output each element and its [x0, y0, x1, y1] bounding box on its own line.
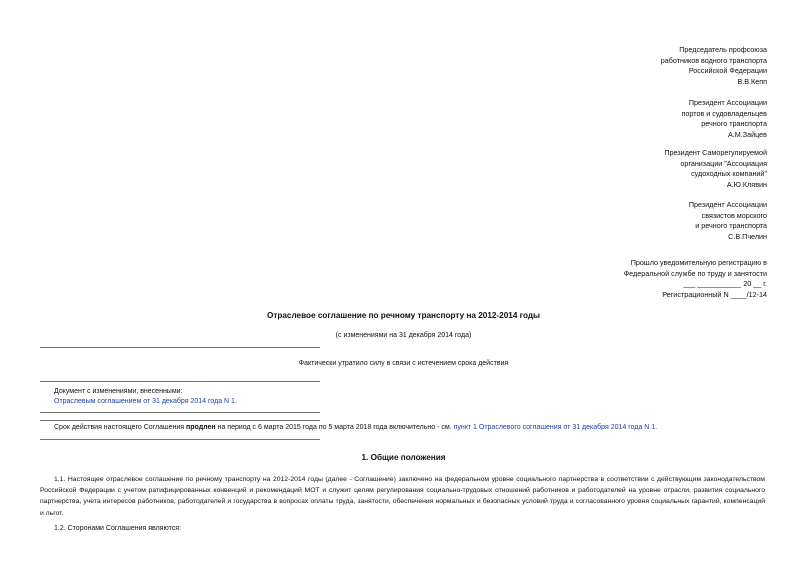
signatory-block [661, 45, 767, 87]
divider [40, 420, 320, 421]
paragraph: 1.2. Сторонами Соглашения являются: [54, 525, 181, 532]
signatory-line: Президент Саморегулируемой [664, 148, 767, 157]
signatory-block [689, 200, 767, 242]
registration-line: ___ ___________ 20 __ г. [683, 279, 767, 288]
divider [40, 439, 320, 440]
signatory-block [664, 148, 767, 190]
signatory-name: В.В.Кепп [737, 76, 767, 86]
signatory-name: С.В.Пчелин [728, 231, 767, 241]
signatory-line: связистов морского [701, 210, 767, 220]
changes-link[interactable]: Отраслевым соглашением от 31 декабря 2014 года N 1. [54, 398, 237, 405]
signatory-name: А.М.Зайцев [728, 129, 767, 139]
registration-line: Прошло уведомительную регистрацию в [630, 258, 767, 267]
validity-link[interactable]: пункт 1 Отраслевого соглашения от 31 декабря 2014 года N 1 [453, 424, 656, 431]
changes-label: Документ с изменениями, внесенными: [54, 388, 183, 395]
divider [40, 347, 320, 348]
registration-line: Федеральной службе по труду и занятости [623, 268, 767, 278]
section-title: 1. Общие положения [361, 453, 446, 462]
signatory-block [682, 98, 768, 140]
paragraph: 1.1. Настоящее отраслевое соглашение по речному транспорту на 2012-2014 годы (далее - Соглашение) заключено на федеральном уровне социального партнерства в соответствии с действующим законодательством Российской Федерации с учетом ратифицированных конвенций и рекомендаций МОТ и служит целям регулирования социально-трудовых отношений работников и работодателей на уровне отрасли, развития социального партнерства, учета интересов работников, работодателей и государства в вопросах оплаты труда, занятости, обеспечения нормальных и безопасных условий труда и согласованного уровня социальных гарантий, компенсаций и льгот. [40, 476, 765, 517]
signatory-line: судоходных компаний" [691, 169, 767, 178]
validity-suffix: . [655, 424, 658, 431]
changes-block [54, 387, 237, 407]
validity-prefix: Срок действия настоящего Соглашения [54, 424, 187, 431]
validity-middle: на период с 6 марта 2015 года по 5 марта 2018 года включительно - см. [215, 424, 454, 431]
status-note: Фактически утратило силу в связи с истечением срока действия [298, 360, 509, 367]
registration-block [624, 258, 767, 300]
divider [40, 381, 320, 382]
signatory-line: организации "Ассоциация [680, 158, 767, 168]
signatory-line: работников водного транспорта [660, 55, 767, 65]
signatory-line: Российской Федерации [688, 66, 767, 75]
signatory-name: А.Ю.Клявин [726, 179, 767, 189]
signatory-line: речного транспорта [701, 119, 767, 128]
validity-note [54, 424, 657, 431]
document-title: Отраслевое соглашение по речному транспорту на 2012-2014 годы [266, 311, 541, 320]
signatory-line: Президент Ассоциации [688, 200, 767, 209]
document-subtitle: (с изменениями на 31 декабря 2014 года) [335, 332, 472, 339]
registration-line: Регистрационный N ____/12-14 [662, 289, 767, 299]
signatory-line: и речного транспорта [695, 221, 767, 230]
divider [40, 412, 320, 413]
signatory-line: Председатель профсоюза [679, 45, 767, 54]
validity-bold: продлен [186, 424, 216, 431]
signatory-line: портов и судовладельцев [681, 108, 767, 118]
signatory-line: Президент Ассоциации [688, 98, 767, 107]
